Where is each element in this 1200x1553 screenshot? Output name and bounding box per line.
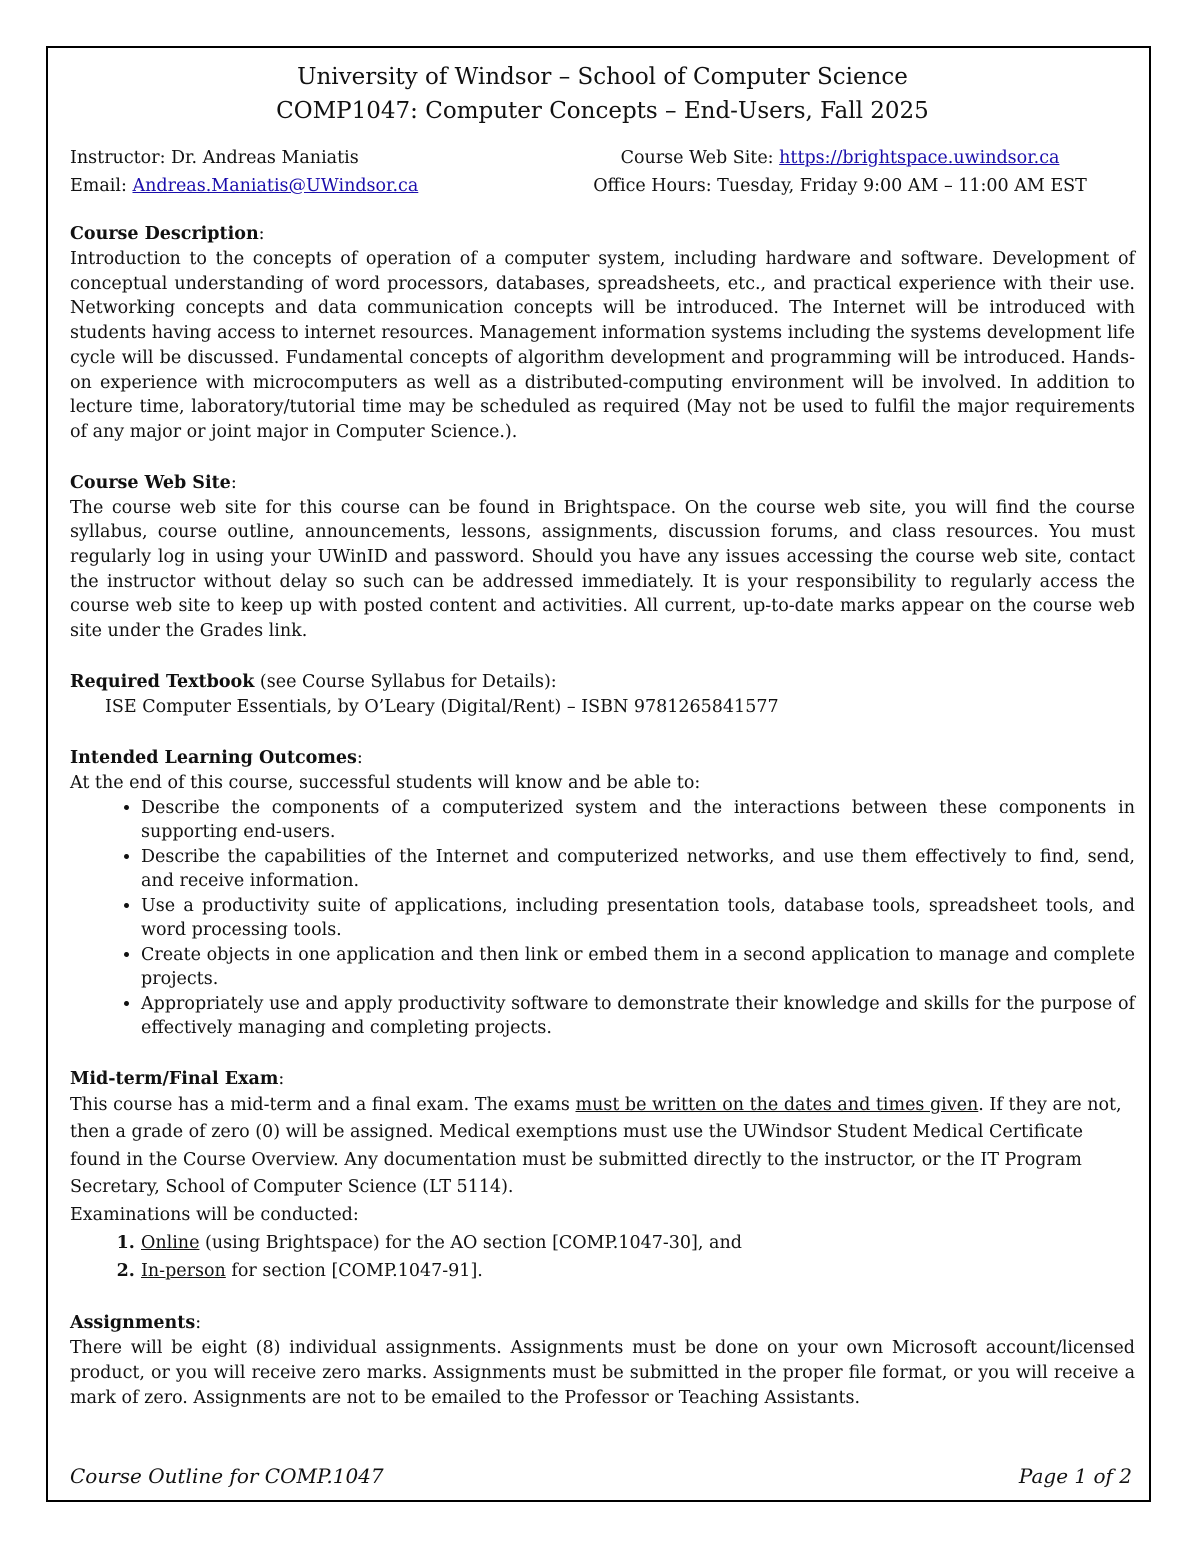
instructor-name: Dr. Andreas Maniatis <box>171 148 359 168</box>
section-course-description: Course Description: Introduction to the concepts of operation of a computer system, including hardware and software. Development of conceptual understanding of word processors, databases, spreadsheets, etc., and practical experience with their use. Networking concepts and data communication concepts will be introduced. The Internet will be introduced with students having access to internet resources. Management information systems including the systems development life cycle will be discussed. Fundamental concepts of algorithm development and programming will be introduced. Hands-on experience with microcomputers as well as a distributed-computing environment will be involved. In addition to lecture time, laboratory/tutorial time may be scheduled as required (May not be used to fulfil the major requirements of any major or joint major in Computer Science.). <box>70 222 1135 445</box>
contact-info <box>70 144 545 200</box>
page-footer <box>70 1464 1132 1488</box>
university-title: University of Windsor – School of Computer Science <box>297 64 908 90</box>
email-line: Email: Andreas.Maniatis@UWindsor.ca <box>70 176 419 196</box>
page-number: Page 1 of 2 <box>1018 1464 1132 1488</box>
exam-conducted: Examinations will be conducted: <box>70 1204 359 1225</box>
assignments-text: There will be eight (8) individual assignments. Assignments must be done on your own Microsoft account/licensed product, or you will receive zero marks. Assignments must be submitted in the proper file format, or you will receive a mark of zero. Assignments are not to be emailed to the Professor or Teaching Assistants. <box>70 1338 1135 1408</box>
exam-mode-list <box>70 1229 1135 1285</box>
office-hours-line: Office Hours: Tuesday, Friday 9:00 AM – 11:00 AM EST <box>593 176 1087 196</box>
outcomes-intro: At the end of this course, successful students will know and be able to: <box>70 772 701 793</box>
textbook-item: ISE Computer Essentials, by O’Leary (Digital/Rent) – ISBN 9781265841577 <box>105 696 779 717</box>
outcomes-list <box>70 796 1135 1041</box>
section-exams: Mid-term/Final Exam: This course has a mid-term and a final exam. The exams must be written on the dates and times given. If they are not, then a grade of zero (0) will be assigned. Medical exemptions must use the UWindsor Student Medical Certificate found in the Course Overview. Any documentation must be submitted directly to the instructor, or the IT Program Secretary, School of Computer Science (LT 5114). Examinations will be conducted: 1. Online (using Brightspace) for the AO section [COMP.1047-30], and 2. In-person for section [COMP.1047-91]. <box>70 1067 1135 1286</box>
section-title: Course Web Site <box>70 472 231 493</box>
list-item: • Appropriately use and apply productivity software to demonstrate their knowledge and skills for the purpose of effectively managing and completing projects. <box>141 992 1135 1041</box>
section-required-textbook: Required Textbook (see Course Syllabus for Details): ISE Computer Essentials, by O’Leary (Digital/Rent) – ISBN 9781265841577 <box>70 670 1135 720</box>
document-body <box>70 60 1135 1410</box>
section-title: Mid-term/Final Exam <box>70 1068 279 1089</box>
website-text: The course web site for this course can be found in Brightspace. On the course web site, you will find the course syllabus, course outline, announcements, lessons, assignments, discussion forums, and class resources. You must regularly log in using your UWinID and password. Should you have any issues accessing the course web site, contact the instructor without delay so such can be addressed immediately. It is your responsibility to regularly access the course web site to keep up with posted content and activities. All current, up-to-date marks appear on the course web site under the Grades link. <box>70 497 1135 642</box>
website-link[interactable]: https://brightspace.uwindsor.ca <box>779 148 1060 168</box>
list-item: • Use a productivity suite of applications, including presentation tools, database tools, spreadsheet tools, and word processing tools. <box>141 894 1135 943</box>
section-title: Course Description <box>70 224 259 244</box>
footer-course: Course Outline for COMP.1047 <box>70 1464 384 1488</box>
section-assignments: Assignments: There will be eight (8) individual assignments. Assignments must be done on your own Microsoft account/licensed product, or you will receive zero marks. Assignments must be submitted in the proper file format, or you will receive a mark of zero. Assignments are not to be emailed to the Professor or Teaching Assistants. <box>70 1311 1135 1410</box>
instructor-line: Instructor: Dr. Andreas Maniatis <box>70 148 359 168</box>
section-learning-outcomes: Intended Learning Outcomes: At the end of this course, successful students will know and be able to: • Describe the components of a computerized system and the interactions between these components in supporting end-users. • Describe the capabilities of the Internet and computerized networks, and use them effectively to find, send, and receive information. • Use a productivity suite of applications, including presentation tools, database tools, spreadsheet tools, and word processing tools. • Create objects in one application and then link or embed them in a second application to manage and complete projects. • Appropriately use and apply productivity software to demonstrate their knowledge and skills for the purpose of effectively managing and completing projects. <box>70 746 1135 1041</box>
section-title: Intended Learning Outcomes <box>70 747 357 768</box>
course-title: COMP1047: Computer Concepts – End-Users, Fall 2025 <box>276 98 929 124</box>
section-course-web-site: Course Web Site: The course web site for this course can be found in Brightspace. On the course web site, you will find the course syllabus, course outline, announcements, lessons, assignments, discussion forums, and class resources. You must regularly log in using your UWinID and password. Should you have any issues accessing the course web site, contact the instructor without delay so such can be addressed immediately. It is your responsibility to regularly access the course web site to keep up with posted content and activities. All current, up-to-date marks appear on the course web site under the Grades link. <box>70 471 1135 644</box>
document-header <box>70 60 1135 128</box>
list-item: • Describe the components of a computerized system and the interactions between these components in supporting end-users. <box>141 796 1135 845</box>
description-text: Introduction to the concepts of operation of a computer system, including hardware and software. Development of conceptual understanding of word processors, databases, spreadsheets, etc., and practical experience with their use. Networking concepts and data communication concepts will be introduced. The Internet will be introduced with students having access to internet resources. Management information systems including the systems development life cycle will be discussed. Fundamental concepts of algorithm development and programming will be introduced. Hands-on experience with microcomputers as well as a distributed-computing environment will be involved. In addition to lecture time, laboratory/tutorial time may be scheduled as required (May not be used to fulfil the major requirements of any major or joint major in Computer Science.). <box>70 249 1135 442</box>
list-item: 2. In-person for section [COMP.1047-91]. <box>141 1257 1135 1285</box>
section-title: Assignments <box>70 1313 196 1334</box>
section-title: Required Textbook <box>70 671 255 692</box>
list-item: • Describe the capabilities of the Internet and computerized networks, and use them effectively to find, send, and receive information. <box>141 845 1135 894</box>
office-hours-value: Tuesday, Friday 9:00 AM – 11:00 AM EST <box>717 176 1087 196</box>
list-item: • Create objects in one application and then link or embed them in a second application to manage and complete projects. <box>141 943 1135 992</box>
course-logistics <box>545 144 1135 200</box>
exam-text: This course has a mid-term and a final exam. The exams must be written on the dates and times given. If they are not, then a grade of zero (0) will be assigned. Medical exemptions must use the UWindsor Student Medical Certificate found in the Course Overview. Any documentation must be submitted directly to the instructor, or the IT Program Secretary, School of Computer Science (LT 5114). <box>70 1094 1122 1198</box>
list-item: 1. Online (using Brightspace) for the AO section [COMP.1047-30], and <box>141 1229 1135 1257</box>
course-info <box>70 144 1135 200</box>
email-link[interactable]: Andreas.Maniatis@UWindsor.ca <box>132 176 419 196</box>
website-line: Course Web Site: https://brightspace.uwindsor.ca <box>620 148 1060 168</box>
